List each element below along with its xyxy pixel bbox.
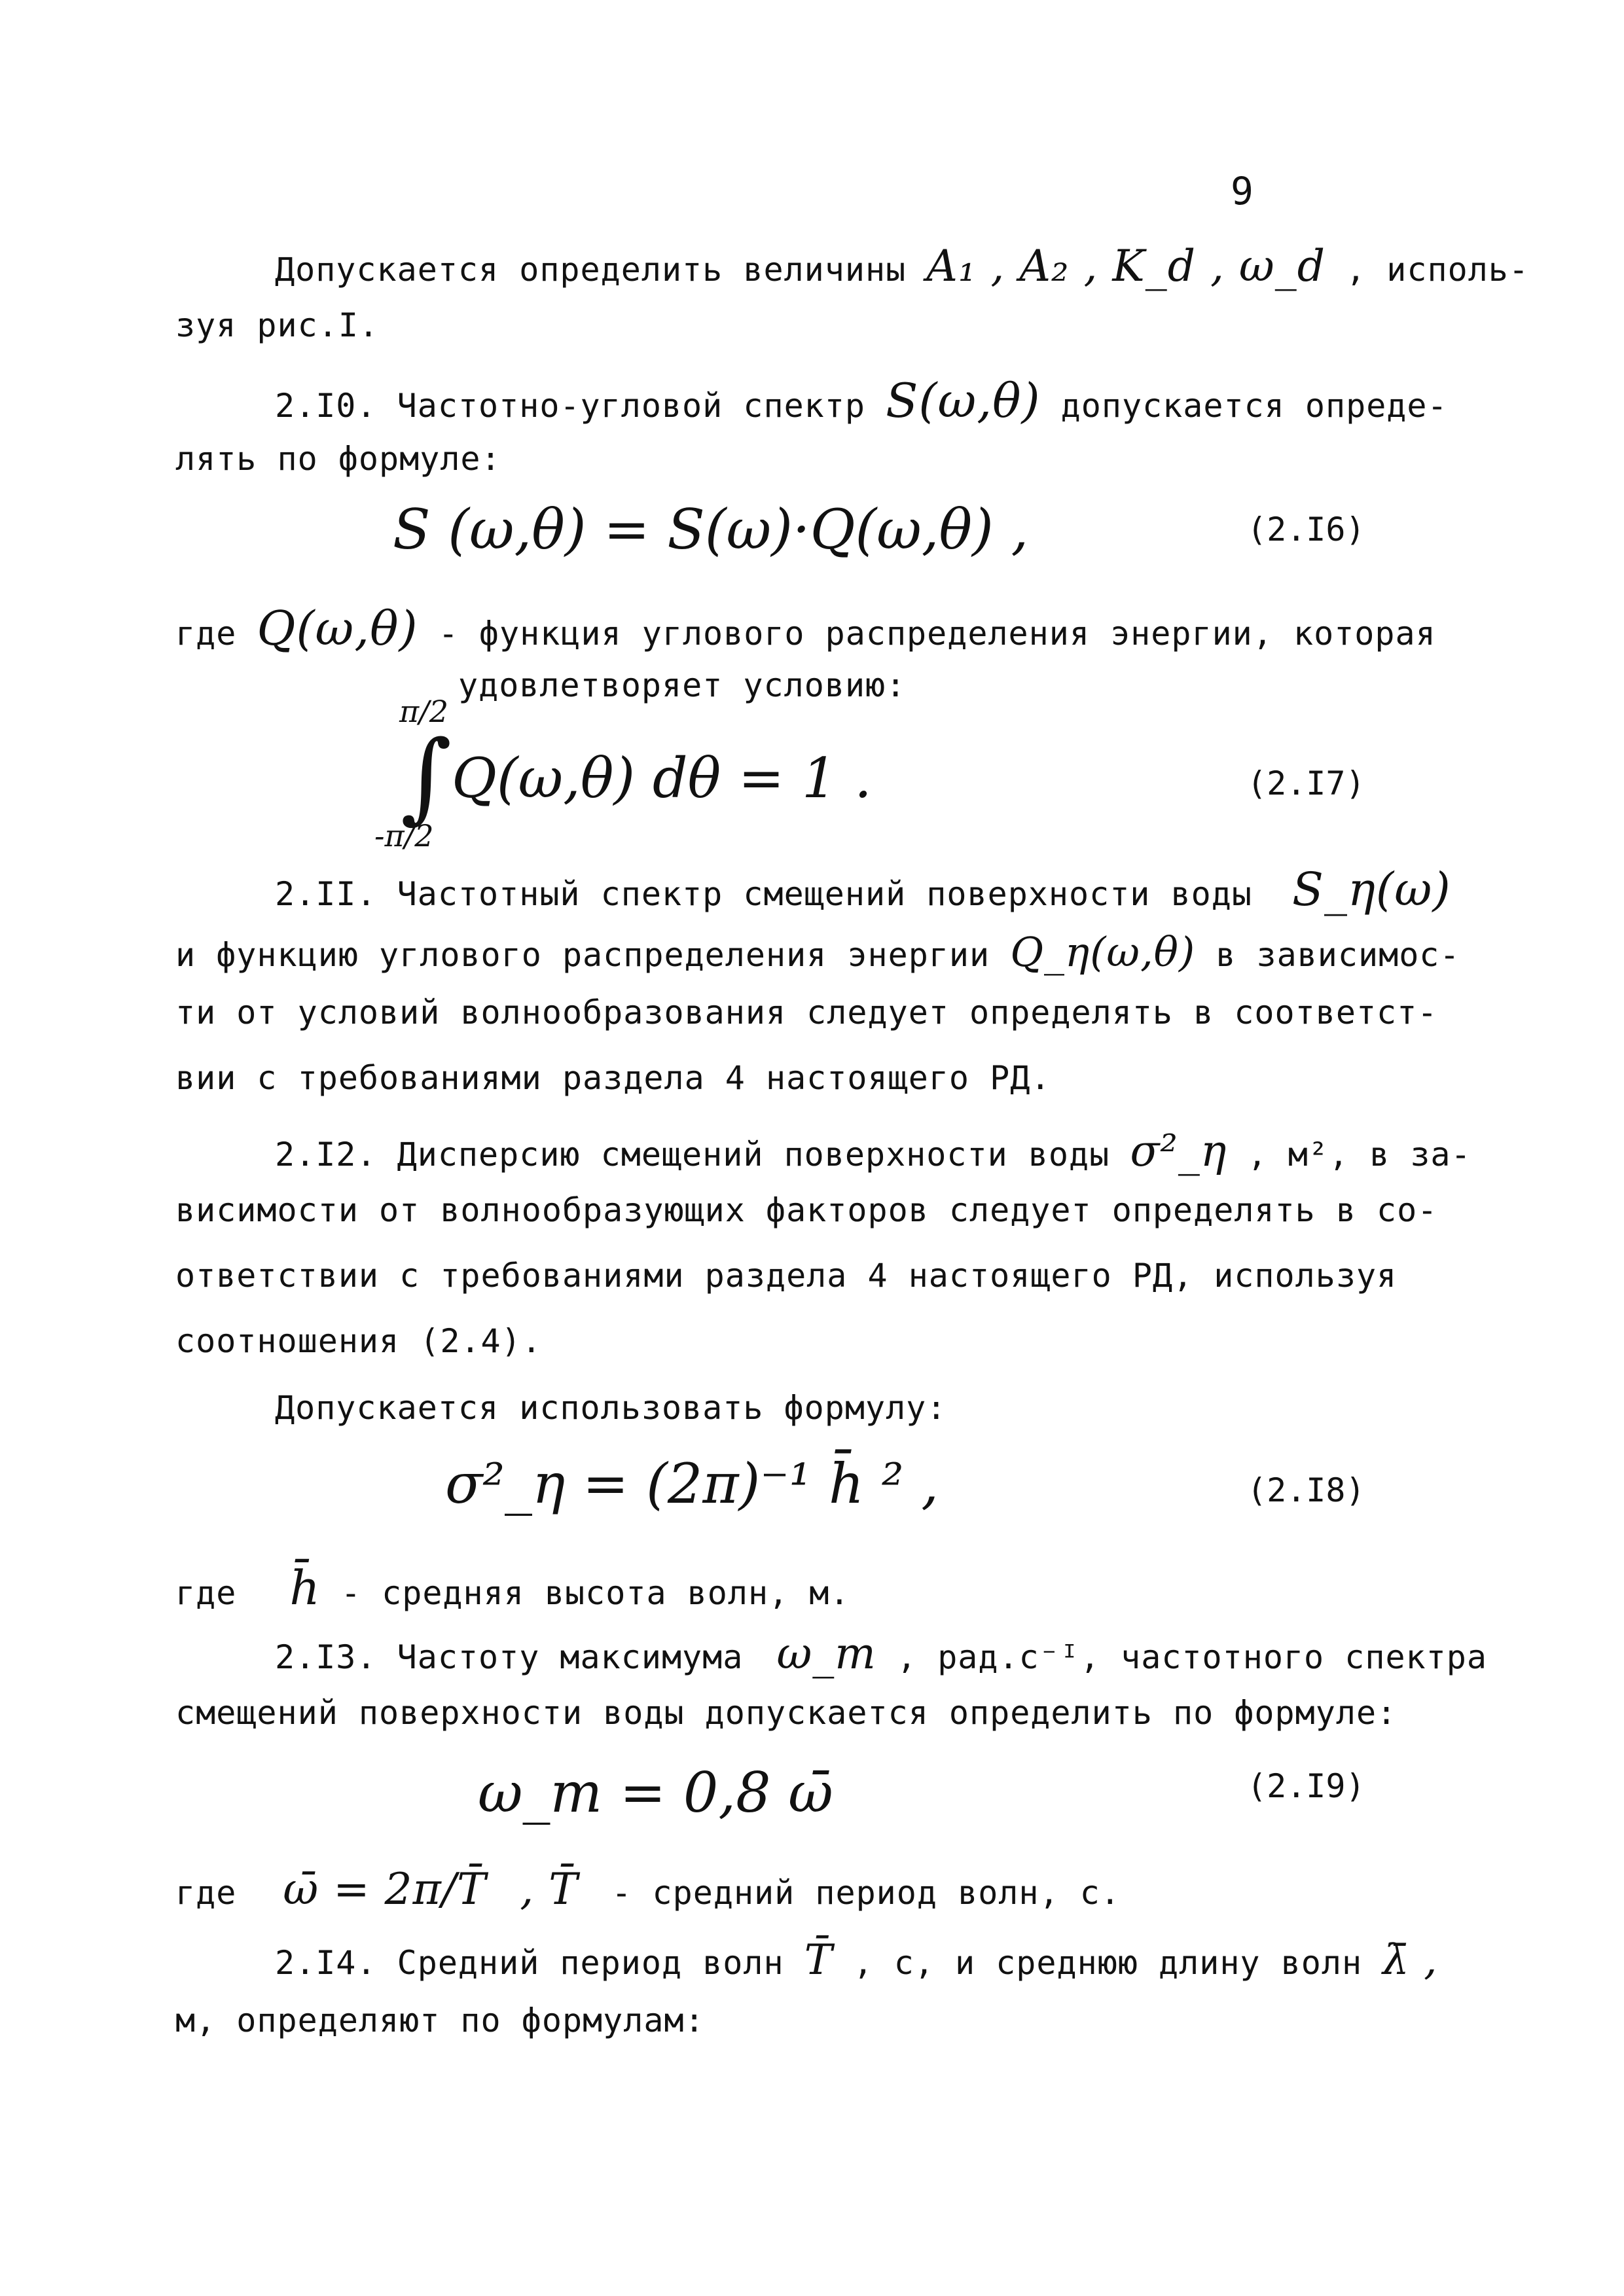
text-span: и функцию углового распределения энергии	[175, 936, 990, 974]
text-line	[175, 1864, 1121, 1914]
text-line	[275, 1628, 1487, 1679]
text-line	[175, 928, 1460, 976]
text-line	[175, 601, 1436, 656]
handwritten-symbol: h̄	[289, 1560, 321, 1615]
text-span: , рад.с⁻ᴵ, частотного спектра	[896, 1638, 1487, 1676]
equation-2-18: σ²_η = (2π)⁻¹ h̄ ² ,	[445, 1452, 939, 1516]
text-span: 2.I0. Частотно-угловой спектр	[275, 387, 865, 425]
handwritten-symbol: , T̄	[520, 1864, 579, 1914]
text-span: где	[175, 1574, 237, 1612]
text-span: где	[175, 615, 237, 653]
equation-number: (2.I9)	[1247, 1767, 1365, 1805]
text-span: - средняя высота волн, м.	[340, 1574, 850, 1612]
handwritten-symbol: Q_η(ω,θ)	[1010, 928, 1196, 976]
text-line: м, определяют по формулам:	[175, 2001, 705, 2039]
handwritten-symbol: S(ω,θ)	[886, 373, 1041, 428]
text-line	[275, 863, 1451, 916]
text-line: Допускается использовать формулу:	[275, 1389, 947, 1427]
integral-upper-limit: π/2	[399, 694, 448, 729]
handwritten-symbol: σ²_η	[1130, 1126, 1227, 1176]
handwritten-symbol: S_η(ω)	[1292, 863, 1451, 916]
text-line	[275, 1936, 1437, 1984]
text-line: зуя рис.I.	[175, 306, 380, 344]
equation-number: (2.I7)	[1247, 764, 1365, 802]
equation-2-17: Q(ω,θ) dθ = 1 .	[452, 746, 872, 810]
text-span: где	[175, 1874, 237, 1912]
handwritten-symbol: Q(ω,θ)	[257, 601, 418, 656]
handwritten-symbol: T̄	[804, 1936, 833, 1984]
text-line: смещений поверхности воды допускается определить по формуле:	[175, 1694, 1398, 1732]
handwritten-symbol: ω_m	[776, 1628, 876, 1679]
equation-number: (2.I6)	[1247, 511, 1365, 548]
handwritten-symbol: λ̄ ,	[1382, 1936, 1438, 1984]
equation-number: (2.I8)	[1247, 1471, 1365, 1509]
text-span: 2.I2. Дисперсию смещений поверхности воды	[275, 1136, 1110, 1174]
page-number: 9	[1231, 169, 1254, 213]
text-line: вии с требованиями раздела 4 настоящего РД.	[175, 1059, 1051, 1097]
text-span: допускается опреде-	[1060, 387, 1448, 425]
text-span: 2.II. Частотный спектр смещений поверхности воды	[275, 875, 1252, 913]
text-line: соотношения (2.4).	[175, 1322, 542, 1360]
handwritten-variables: A₁ , A₂ , K_d , ω_d	[926, 241, 1326, 291]
equation-2-16: S (ω,θ) = S(ω)·Q(ω,θ) ,	[393, 497, 1029, 562]
text-span: - функция углового распределения энергии, которая	[438, 615, 1436, 653]
text-span: , с, и среднюю длину волн	[853, 1944, 1363, 1982]
text-span: Допускается определить величины	[275, 251, 907, 289]
text-span: в зависимос-	[1216, 936, 1460, 974]
text-line	[275, 241, 1529, 291]
text-line: лять по формуле:	[175, 440, 501, 478]
text-span: - средний период волн, с.	[611, 1874, 1121, 1912]
text-line: ти от условий волнообразования следует определять в соответст-	[175, 994, 1438, 1031]
text-span: , м², в за-	[1247, 1136, 1471, 1174]
text-line	[275, 1126, 1471, 1176]
text-span: 2.I3. Частоту максимума	[275, 1638, 744, 1676]
text-line	[275, 373, 1448, 428]
text-line: ответствии с требованиями раздела 4 настоящего РД, используя	[175, 1257, 1398, 1295]
text-line: висимости от волнообразующих факторов следует определять в со-	[175, 1191, 1438, 1229]
handwritten-symbol: ω̄ = 2π/T̄	[283, 1864, 487, 1914]
integral-sign: ∫	[401, 720, 452, 834]
text-line: удовлетворяет условию:	[458, 666, 907, 704]
text-line	[175, 1560, 850, 1615]
text-span: , исполь-	[1346, 251, 1530, 289]
integral-lower-limit: -π/2	[374, 818, 434, 853]
equation-2-19: ω_m = 0,8 ω̄	[478, 1761, 833, 1825]
text-span: 2.I4. Средний период волн	[275, 1944, 784, 1982]
